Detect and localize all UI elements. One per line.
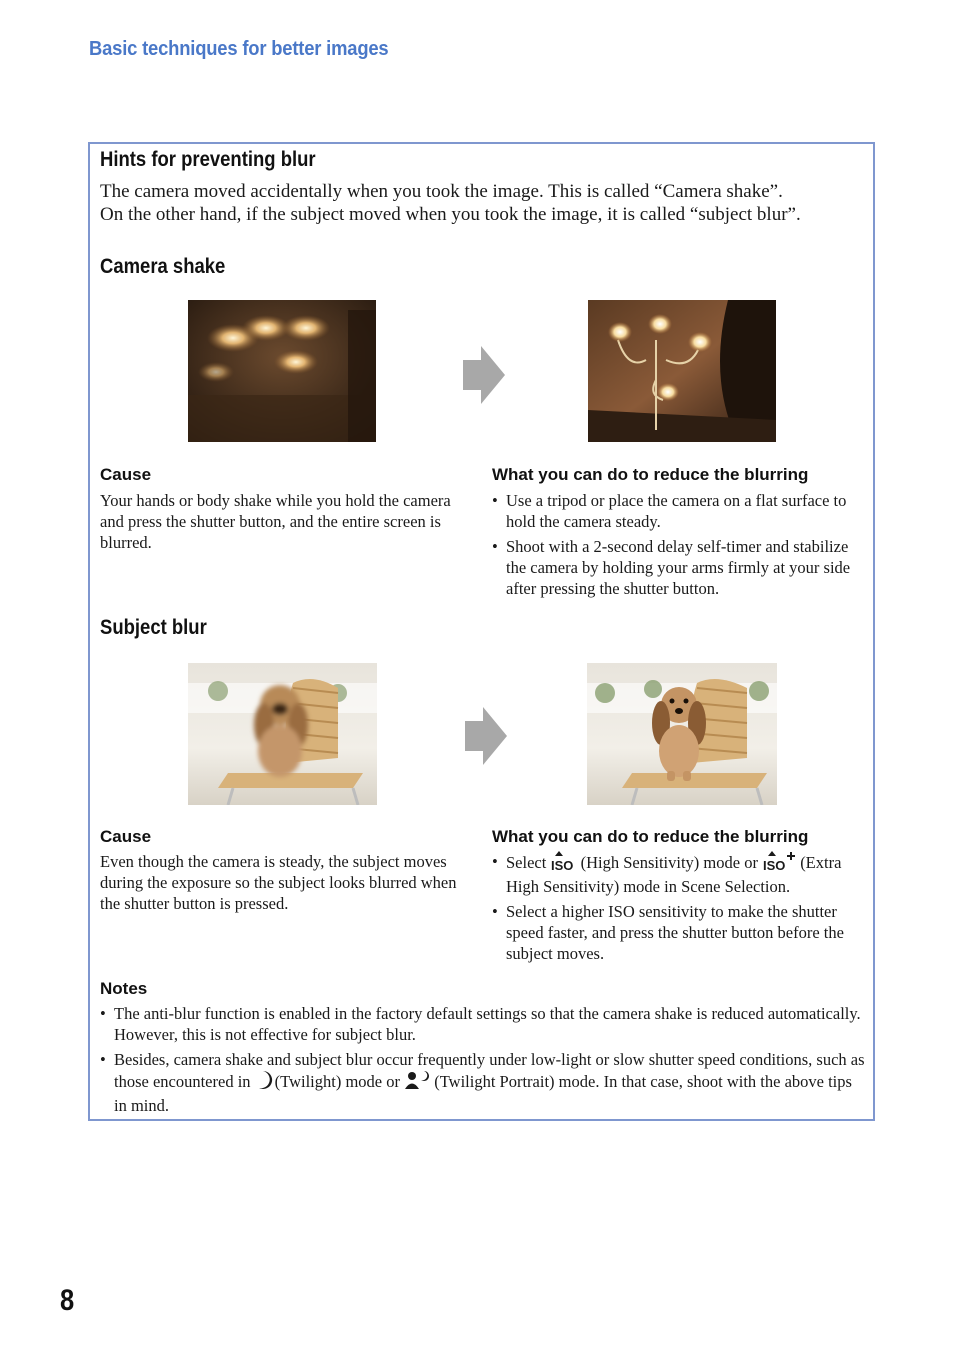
intro-line-2: On the other hand, if the subject moved when you took the image, it is called “subject blur”. <box>100 204 801 225</box>
twilight-portrait-icon <box>404 1070 430 1095</box>
remedy-text: (High Sensitivity) mode or <box>580 853 758 872</box>
subject-blur-cause-text <box>100 851 460 914</box>
camera-shake-cause-text <box>100 490 472 553</box>
camera-shake-remedy-label: What you can do to reduce the blurring <box>492 465 809 484</box>
subject-blur-sharp-photo <box>587 663 777 805</box>
arrow-right-icon <box>463 346 505 404</box>
twilight-moon-icon <box>255 1070 275 1095</box>
list-item: • Use a tripod or place the camera on a flat surface to hold the camera steady. <box>492 490 870 532</box>
high-sensitivity-iso-icon <box>550 851 576 876</box>
remedy-text: Select <box>506 853 547 872</box>
camera-shake-cause-label: Cause <box>100 465 152 484</box>
camera-shake-sharp-photo <box>588 300 776 442</box>
intro-line-1: The camera moved accidentally when you took the image. This is called “Camera shake”. <box>100 181 783 202</box>
list-item: • Shoot with a 2-second delay self-timer and stabilize the camera by holding your arms firmly at your side after pressing the shutter button. <box>492 536 870 599</box>
arrow-right-icon <box>465 707 507 765</box>
list-item: • Select a higher ISO sensitivity to make the shutter speed faster, and press the shutter button before the subject moves. <box>492 901 870 964</box>
note-text: (Twilight Portrait) mode. In that case, shoot with the above tips in mind. <box>114 1072 852 1115</box>
note-text: (Twilight) mode or <box>274 1072 400 1091</box>
subject-blur-cause-paragraph: Even though the camera is steady, the subject moves during the exposure so the subject looks blurred when the shutter button is pressed. <box>100 852 457 913</box>
camera-shake-cause-paragraph: Your hands or body shake while you hold the camera and press the shutter button, and the entire screen is blurred. <box>100 491 451 552</box>
camera-shake-remedy-list <box>492 490 870 603</box>
notes-label: Notes <box>100 979 148 998</box>
subject-blur-cause-label: Cause <box>100 827 152 846</box>
list-item <box>100 1049 866 1116</box>
list-item <box>492 851 870 897</box>
camera-shake-blurred-photo <box>188 300 376 442</box>
svg-text:ISO: ISO <box>763 858 786 871</box>
subject-blur-title: Subject blur <box>100 616 207 639</box>
notes-list <box>100 1003 866 1120</box>
camera-shake-title: Camera shake <box>100 255 226 278</box>
intro-text <box>100 180 870 226</box>
remedy-text: (Extra High Sensitivity) mode in Scene Selection. <box>506 853 842 896</box>
subject-blur-remedy-label: What you can do to reduce the blurring <box>492 827 809 846</box>
svg-text:ISO: ISO <box>551 858 574 871</box>
note-text: Besides, camera shake and subject blur occur frequently under low-light or slow shutter speed conditions, such as those encountered in <box>114 1050 865 1091</box>
extra-high-sensitivity-iso-icon <box>762 851 796 876</box>
page-number: 8 <box>60 1284 75 1317</box>
subject-blur-remedy-list <box>492 851 870 968</box>
hints-title: Hints for preventing blur <box>100 148 316 171</box>
list-item: • The anti-blur function is enabled in the factory default settings so that the camera shake is reduced automatically. However, this is not effective for subject blur. <box>100 1003 866 1045</box>
subject-blur-blurred-photo <box>188 663 377 805</box>
section-header: Basic techniques for better images <box>89 38 389 60</box>
